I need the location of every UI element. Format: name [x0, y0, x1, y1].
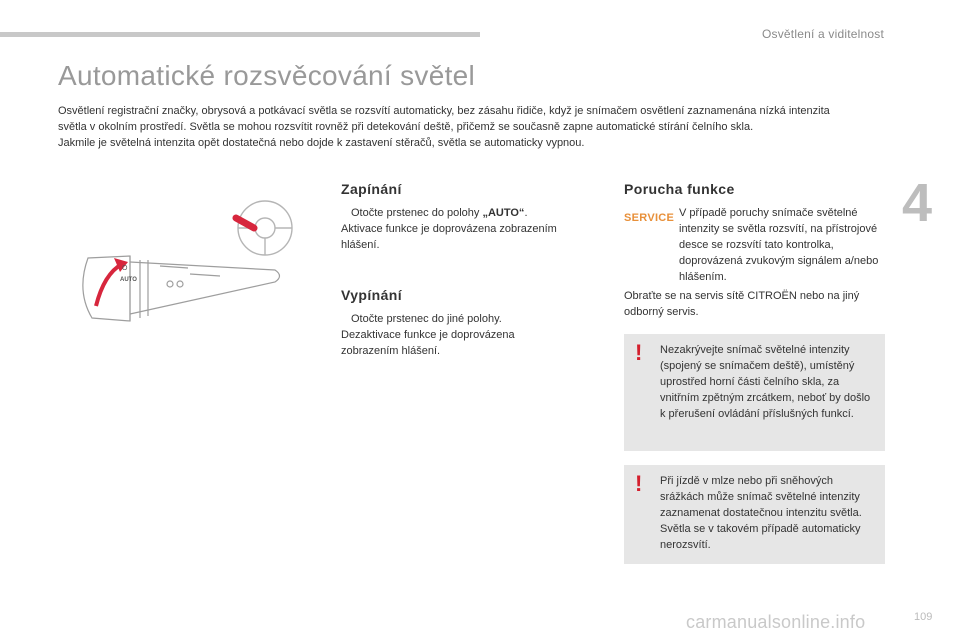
- stalk-outline: [83, 256, 280, 321]
- header-rule: [0, 32, 480, 37]
- lighting-stalk-illustration: [70, 196, 330, 331]
- warning-note: [624, 334, 885, 451]
- warning-icon: !: [635, 471, 643, 496]
- porucha-advice: Obraťte se na servis sítě CITROËN nebo na jiný odborný servis.: [624, 290, 860, 318]
- warning-icon: !: [635, 340, 643, 365]
- vypinani-instruction: Otočte prstenec do jiné polohy.: [351, 313, 502, 325]
- zapinani-note: Aktivace funkce je doprovázena zobrazením hlášení.: [341, 223, 557, 251]
- chapter-number: 4: [902, 173, 933, 233]
- stalk-label-auto: AUTO: [120, 277, 137, 283]
- page-title: Automatické rozsvěcování světel: [58, 60, 476, 91]
- rotate-arrow-icon: [96, 264, 122, 306]
- heading-vypinani: Vypínání: [341, 287, 403, 303]
- watermark: carmanualsonline.info: [686, 612, 866, 632]
- warning-text: Nezakrývejte snímač světelné intenzity (spojený se snímačem deště), umístěný uprostřed horní části čelního skla, za vnitřním zpětným zrcátkem, neboť by došlo k přerušení ovládání příslušných funkcí.: [660, 344, 871, 420]
- intro-paragraph: Osvětlení registrační značky, obrysová a potkávací světla se rozsvítí automaticky, bez zásahu řidiče, když je snímačem osvětlení zaznamenána nízká intenzita světla v okolním prostředí. Světla se mohou rozsvítit rovněž při detekování deště, přičemž se současně zapne automatické stírání čelního skla.: [58, 105, 830, 133]
- service-warning-icon: SERVICE: [624, 212, 675, 224]
- porucha-text: V případě poruchy snímače světelné intenzity se světla rozsvítí, na přístrojové desce se rozsvítí tato kontrolka, doprovázená zvukovým signálem a/nebo hlášením.: [679, 207, 879, 283]
- section-title: Osvětlení a viditelnost: [762, 27, 884, 41]
- vypinani-note: Dezaktivace funkce je doprovázena zobrazením hlášení.: [341, 329, 515, 357]
- warning-text: Při jízdě v mlze nebo při sněhových srážkách může snímač světelné intenzity zaznamenat dostatečnou intenzitu světla. Světla se v takovém případě automaticky nerozsvítí.: [660, 475, 862, 551]
- intro-paragraph: Jakmile je světelná intenzita opět dostatečná nebo dojde k zastavení stěračů, světla se automaticky vypnou.: [58, 137, 585, 149]
- warning-note: [624, 465, 885, 564]
- heading-zapinani: Zapínání: [341, 181, 402, 197]
- intro-text: [58, 103, 858, 151]
- steering-wheel-icon: [238, 201, 292, 255]
- heading-porucha: Porucha funkce: [624, 181, 735, 197]
- stalk-label-o: O: [122, 265, 128, 272]
- page-number: 109: [914, 611, 933, 623]
- zapinani-instruction: Otočte prstenec do polohy „AUTO“.: [351, 207, 528, 219]
